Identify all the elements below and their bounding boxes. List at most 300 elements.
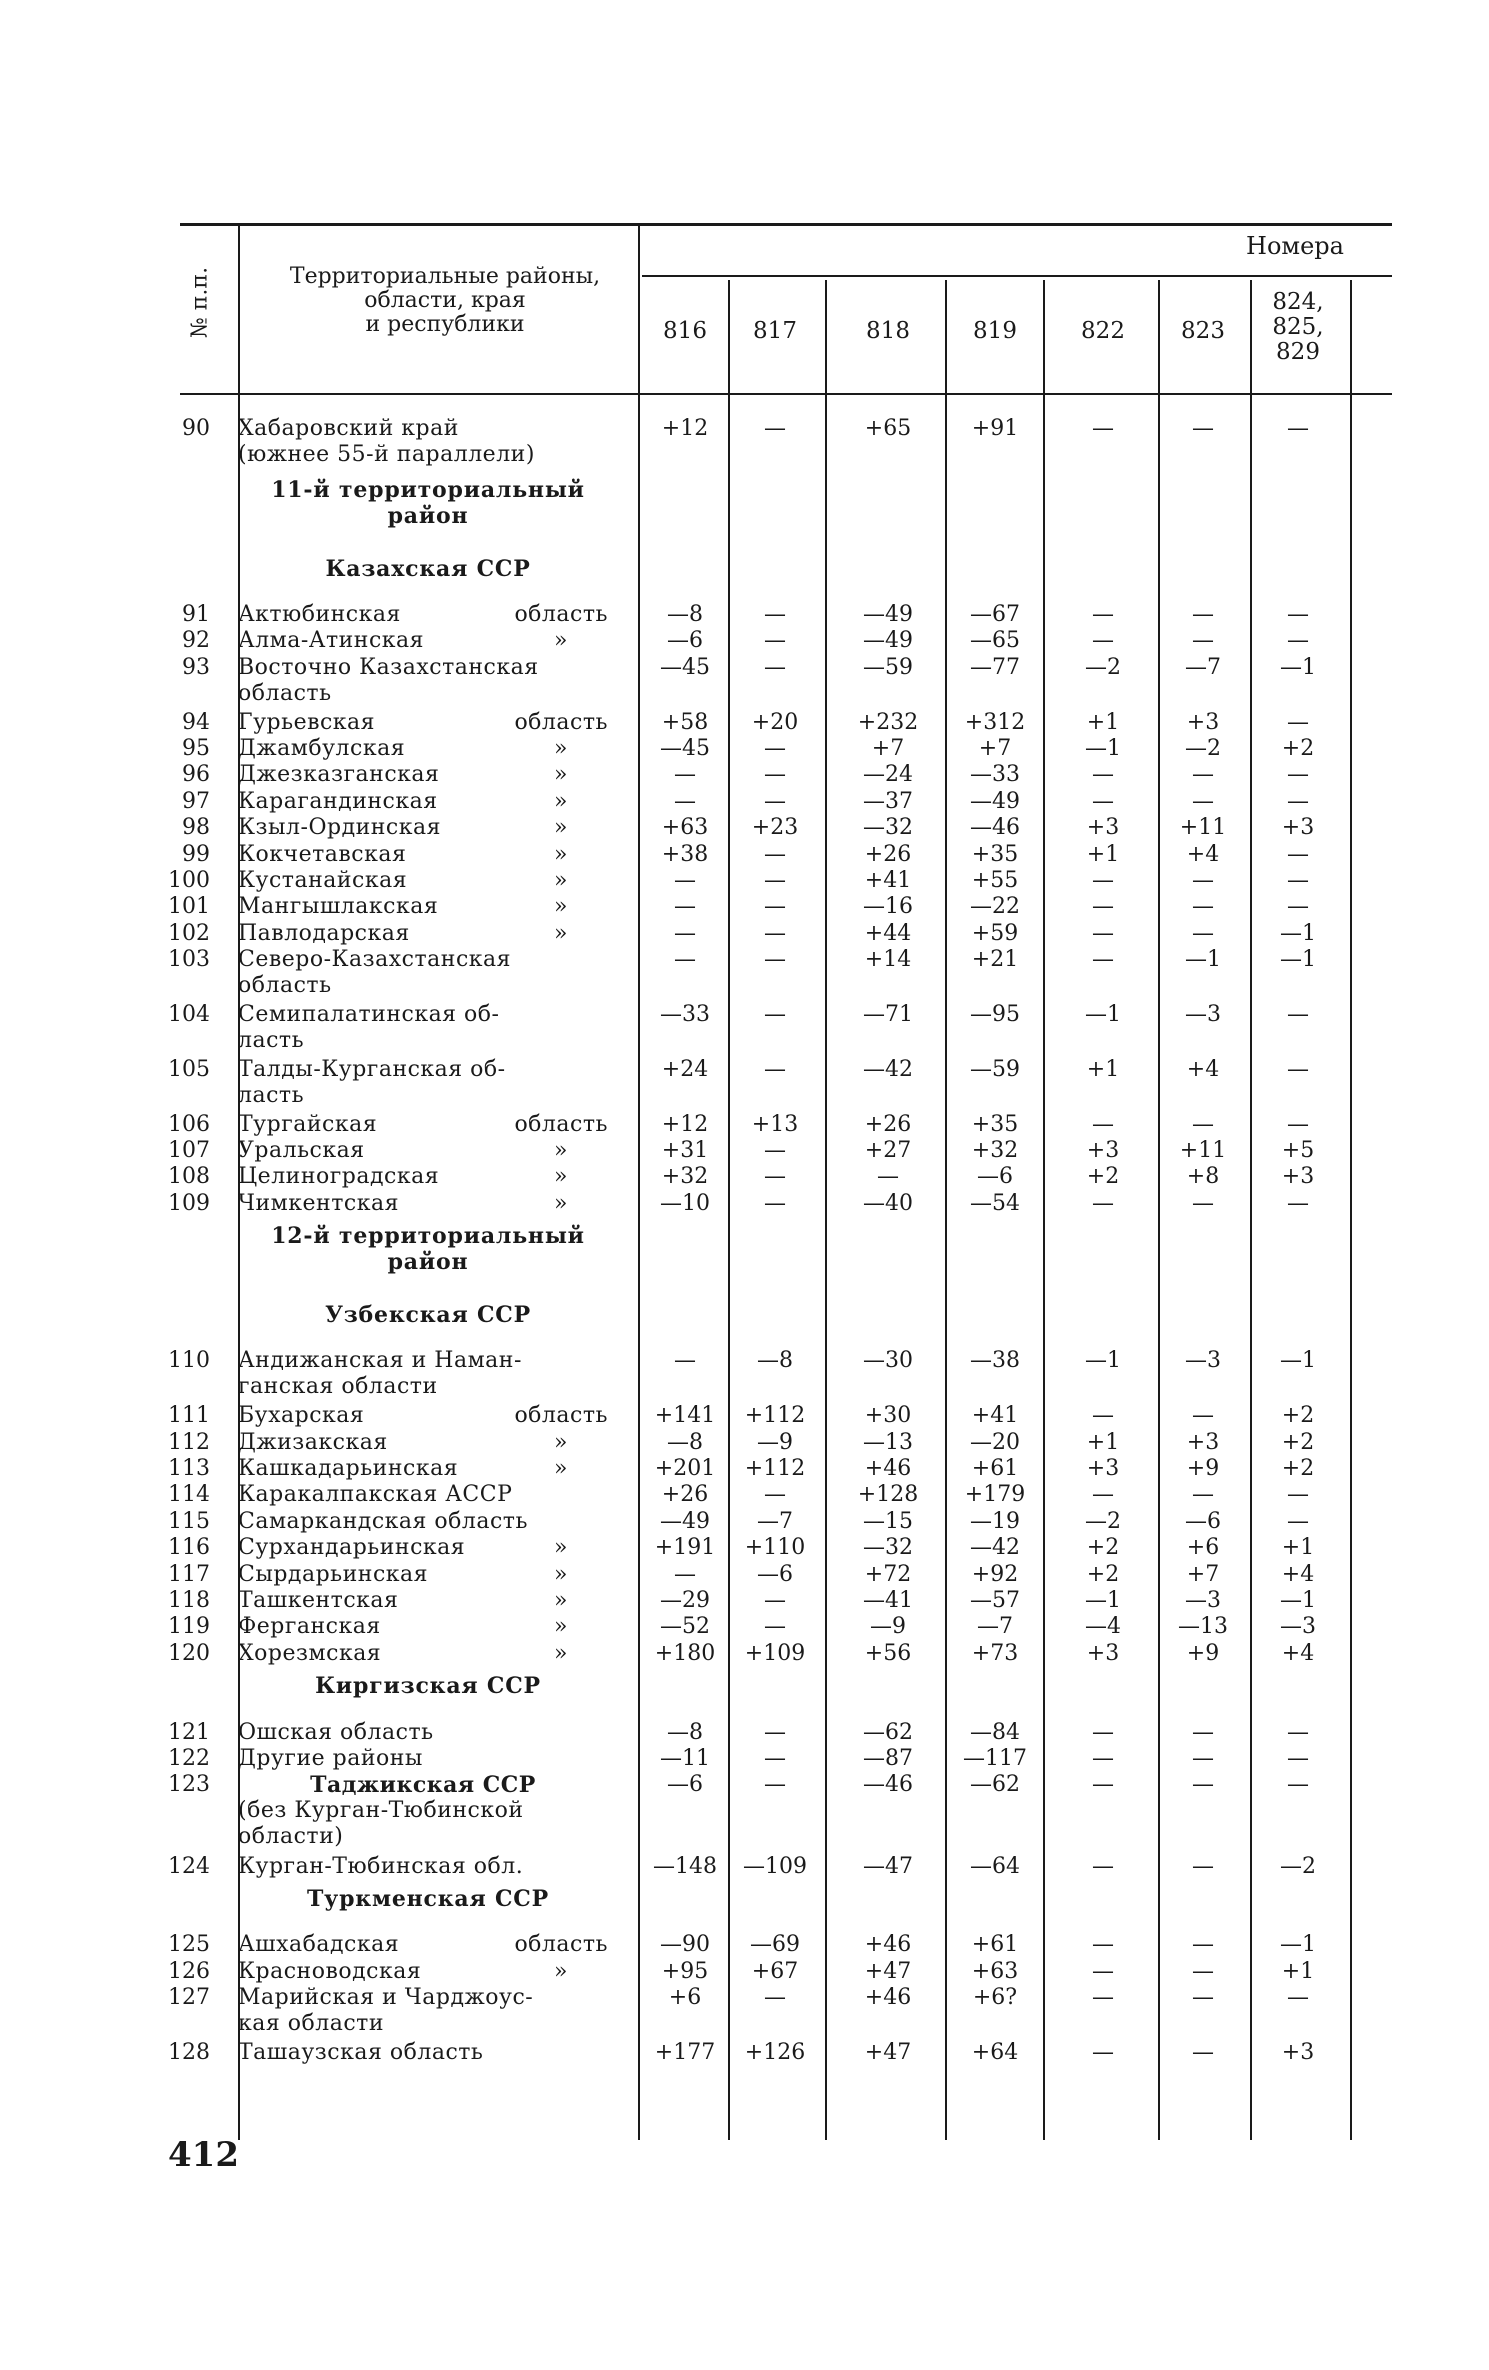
value-cell: —49 [863,602,913,627]
value-cell: — [1092,416,1114,441]
value-cell: +95 [661,1958,709,1984]
region-name [238,789,608,815]
value-cell: +1 [1086,1429,1120,1455]
region-name [238,1002,608,1054]
value-cell: +31 [661,1138,709,1163]
value-cell: —10 [660,1190,710,1216]
value-cell: +72 [864,1561,912,1587]
value-cell: +73 [971,1640,1019,1666]
value-cell: — [1192,1482,1214,1508]
column-header: 822 [1081,318,1125,344]
region-name-line: Целиноградская [238,1164,440,1190]
region-name [238,815,608,841]
vertical-rule [945,280,947,2140]
region-name [238,416,608,468]
region-name-line: Семипалатинская об- [238,1002,500,1027]
row-number: 97 [182,788,210,814]
value-cell: +4 [1281,1640,1315,1666]
header-bottom-rule [180,393,1392,395]
vertical-rule [1043,280,1045,2140]
region-name-line: Сурхандарьинская [238,1535,466,1561]
region-name-suffix: » [554,1190,568,1216]
value-cell: — [764,920,786,946]
region-name [238,868,608,894]
value-cell: — [1092,894,1114,920]
region-name [238,894,608,920]
region-name-suffix: » [554,762,568,788]
region-name-line: Гурьевская [238,709,376,735]
row-number: 115 [168,1508,210,1534]
value-cell: — [764,868,786,893]
value-cell: — [1192,1932,1214,1958]
value-cell: —8 [667,1429,703,1455]
value-cell: +64 [971,2040,1019,2065]
region-name-line: Карагандинская [238,788,438,814]
value-cell: —57 [970,1588,1020,1613]
value-cell: —84 [970,1719,1020,1745]
row-number: 92 [182,628,210,654]
value-cell: — [764,736,786,761]
section-heading-line: район [387,502,469,529]
value-cell: +126 [744,2040,806,2065]
value-cell: +41 [971,1403,1019,1429]
region-name [238,1535,608,1561]
region-name-line: Кзыл-Ординская [238,815,442,841]
value-cell: +46 [864,1932,912,1958]
region-name [238,1456,608,1482]
row-number: 95 [182,736,210,761]
value-cell: —54 [970,1190,1020,1216]
value-cell: +109 [744,1640,806,1666]
value-cell: —24 [863,762,913,788]
value-cell: +2 [1086,1535,1120,1561]
numbers-group-header: Номера [1246,232,1344,260]
value-cell: +2 [1281,1403,1315,1429]
value-cell: —77 [970,654,1020,680]
value-cell: —71 [863,1002,913,1027]
value-cell: —6 [667,628,703,654]
value-cell: — [764,1190,786,1216]
value-cell: +12 [661,416,709,441]
value-cell: —45 [660,654,710,680]
value-cell: — [1192,416,1214,441]
value-cell: +3 [1281,815,1315,841]
region-name-line: Хорезмская [238,1640,382,1666]
value-cell: +5 [1281,1138,1315,1163]
value-cell: —7 [757,1508,793,1534]
section-heading [238,1302,618,1328]
value-cell: — [1092,1719,1114,1745]
value-cell: —148 [653,1853,717,1879]
value-cell: +65 [864,416,912,441]
value-cell: —1 [1085,1348,1121,1374]
value-cell: —15 [863,1508,913,1534]
region-name [238,1614,608,1640]
region-name-suffix: » [554,1640,568,1666]
value-cell: +1 [1281,1535,1315,1561]
region-name-suffix: » [554,1164,568,1190]
value-cell: — [1287,628,1309,654]
column-header: 824, 825, 829 [1272,289,1324,365]
value-cell: —1 [1280,1932,1316,1958]
value-cell: — [674,1561,696,1587]
region-name-line: Актюбинская [238,602,401,627]
value-cell: —3 [1185,1348,1221,1374]
value-cell: —64 [970,1853,1020,1879]
value-cell: —1 [1280,1348,1316,1374]
value-cell: — [764,654,786,680]
value-cell: —49 [660,1508,710,1534]
value-cell: +38 [661,841,709,867]
value-cell: +27 [864,1138,912,1163]
value-cell: +3 [1086,1456,1120,1481]
region-name-suffix: » [554,788,568,814]
value-cell: — [1192,894,1214,920]
region-name [238,1164,608,1190]
region-name-line: Ферганская [238,1614,381,1640]
value-cell: — [1287,1482,1309,1508]
value-cell: —2 [1185,736,1221,761]
value-cell: +112 [744,1403,806,1429]
value-cell: —7 [1185,654,1221,680]
row-number: 99 [182,841,210,867]
value-cell: —29 [660,1588,710,1613]
value-cell: — [1092,1746,1114,1771]
region-name [238,1057,608,1109]
row-number: 93 [182,654,210,680]
value-cell: +3 [1086,1640,1120,1666]
region-name-line: (без Курган-Тюбинской [238,1798,524,1824]
value-cell: — [1092,1403,1114,1429]
region-name-line: Джезказганская [238,762,440,788]
row-number: 108 [168,1164,210,1190]
value-cell: +201 [654,1456,716,1481]
value-cell: — [764,947,786,973]
value-cell: —13 [1178,1614,1228,1640]
value-cell: +179 [964,1482,1026,1508]
region-name-line: Таджикская ССР [310,1772,536,1799]
section-heading [238,1673,618,1699]
value-cell: +180 [654,1640,716,1666]
value-cell: — [674,894,696,920]
region-name-suffix: » [554,1535,568,1561]
value-cell: —41 [863,1588,913,1613]
region-name-line: Ашхабадская [238,1932,400,1958]
value-cell: — [1287,1056,1309,1082]
region-name [238,1112,608,1138]
row-number: 128 [168,2040,210,2065]
value-cell: +26 [864,841,912,867]
region-name-line: Джизакская [238,1429,388,1455]
row-number: 100 [168,868,210,893]
row-number: 107 [168,1138,210,1163]
region-name [238,1932,608,1958]
region-name-line: Кустанайская [238,868,408,893]
region-name [238,1509,608,1535]
region-name [238,736,608,762]
value-cell: — [1287,1746,1309,1771]
value-cell: — [1192,1772,1214,1798]
value-cell: —62 [970,1772,1020,1798]
value-cell: +8 [1186,1164,1220,1190]
value-cell: —90 [660,1932,710,1958]
value-cell: — [1092,1985,1114,2011]
value-cell: — [764,1164,786,1190]
value-cell: —87 [863,1746,913,1771]
top-rule [180,223,1392,226]
value-cell: +6 [668,1985,702,2011]
value-cell: —42 [970,1535,1020,1561]
value-cell: —49 [863,628,913,654]
row-number: 110 [168,1348,210,1374]
value-cell: — [1192,1958,1214,1984]
column-header: 819 [973,318,1017,344]
value-cell: — [764,1614,786,1640]
value-cell: —8 [667,602,703,627]
region-name-suffix: » [554,815,568,841]
value-cell: —38 [970,1348,1020,1374]
region-name-line: Ташкентская [238,1588,399,1613]
row-number: 111 [168,1403,210,1429]
region-name-line: Кокчетавская [238,841,407,867]
value-cell: —1 [1280,920,1316,946]
section-heading-line: район [387,1249,469,1276]
row-number: 118 [168,1588,210,1613]
section-heading-line: Казахская ССР [325,555,531,582]
value-cell: — [764,1056,786,1082]
region-name [238,2040,608,2066]
value-cell: — [1092,1190,1114,1216]
value-cell: +41 [864,868,912,893]
section-heading [238,1886,618,1912]
value-cell: —45 [660,736,710,761]
value-cell: +63 [661,815,709,841]
value-cell: — [1092,1772,1114,1798]
value-cell: +26 [864,1111,912,1137]
section-heading [238,477,618,529]
region-name-suffix: » [554,628,568,654]
value-cell: +46 [864,1985,912,2011]
value-cell: +177 [654,2040,716,2065]
value-cell: —117 [963,1746,1027,1771]
row-number: 123 [168,1772,210,1798]
region-name-line: Другие районы [238,1746,423,1771]
value-cell: —67 [970,602,1020,627]
value-cell: +61 [971,1932,1019,1958]
region-name [238,1746,608,1772]
value-cell: — [1287,1719,1309,1745]
region-name-suffix: область [514,1403,608,1429]
region-name-line: Красноводская [238,1958,422,1984]
value-cell: —6 [977,1164,1013,1190]
value-cell: — [1092,1111,1114,1137]
value-cell: — [1287,709,1309,735]
value-cell: +6? [972,1985,1018,2011]
value-cell: +3 [1086,815,1120,841]
value-cell: — [1287,841,1309,867]
region-name-line: Ошская область [238,1719,434,1745]
value-cell: —47 [863,1853,913,1879]
region-name-suffix: область [514,1111,608,1137]
region-name [238,1588,608,1614]
row-number-header: № п.п. [187,266,213,339]
value-cell: +91 [971,416,1019,441]
section-heading-line: Узбекская ССР [325,1302,531,1328]
row-number: 121 [168,1719,210,1745]
value-cell: —16 [863,894,913,920]
region-name-line: Каракалпакская АССР [238,1482,513,1508]
section-heading-line: Киргизская ССР [315,1673,541,1700]
value-cell: — [1092,628,1114,654]
value-cell: — [674,1348,696,1374]
value-cell: +12 [661,1111,709,1137]
value-cell: — [764,1138,786,1163]
value-cell: —46 [863,1772,913,1798]
region-name [238,1482,608,1508]
value-cell: +7 [871,736,905,761]
value-cell: — [764,628,786,654]
column-header: 823 [1181,318,1225,344]
row-number: 109 [168,1190,210,1216]
value-cell: +13 [751,1111,799,1137]
region-name [238,710,608,736]
value-cell: +46 [864,1456,912,1481]
region-name-line: (южнее 55-й параллели) [238,442,535,467]
value-cell: +11 [1179,815,1227,841]
value-cell: —49 [970,788,1020,814]
row-number: 119 [168,1614,210,1640]
row-number: 127 [168,1985,210,2011]
value-cell: —3 [1280,1614,1316,1640]
value-cell: —33 [970,762,1020,788]
value-cell: — [1287,1190,1309,1216]
region-name-suffix: область [514,1932,608,1958]
value-cell: +3 [1086,1138,1120,1163]
value-cell: — [1092,1932,1114,1958]
value-cell: — [1287,868,1309,893]
row-number: 126 [168,1958,210,1984]
row-number: 94 [182,709,210,735]
value-cell: — [1092,788,1114,814]
value-cell: — [764,1772,786,1798]
value-cell: — [1092,1853,1114,1879]
value-cell: +312 [964,709,1026,735]
value-cell: — [1092,2040,1114,2065]
region-name [238,655,608,707]
value-cell: +4 [1186,841,1220,867]
region-name-line: ласть [238,1082,305,1108]
row-number: 104 [168,1002,210,1027]
region-name [238,1772,608,1850]
region-name [238,1641,608,1667]
section-heading-line: 11-й территориальный [271,476,585,503]
value-cell: —8 [667,1719,703,1745]
value-cell: — [1192,868,1214,893]
value-cell: — [764,841,786,867]
value-cell: +1 [1281,1958,1315,1984]
value-cell: — [1192,1719,1214,1745]
value-cell: +35 [971,1111,1019,1137]
region-name-suffix: » [554,1614,568,1640]
value-cell: —59 [970,1056,1020,1082]
region-name-suffix: » [554,1429,568,1455]
value-cell: +3 [1281,2040,1315,2065]
value-cell: —6 [1185,1508,1221,1534]
region-name [238,1430,608,1456]
region-name-line: Восточно Казахстанская [238,654,539,680]
value-cell: +2 [1281,736,1315,761]
value-cell: +3 [1186,709,1220,735]
value-cell: —3 [1185,1588,1221,1613]
value-cell: — [1287,1002,1309,1027]
value-cell: —1 [1280,947,1316,973]
region-name-line: Северо-Казахстанская [238,947,512,973]
value-cell: — [764,762,786,788]
value-cell: +232 [857,709,919,735]
page-number: 412 [168,2135,239,2175]
region-name [238,1720,608,1746]
region-name-line: Марийская и Чарджоус- [238,1985,534,2011]
value-cell: —37 [863,788,913,814]
region-name-suffix: » [554,868,568,893]
value-cell: —62 [863,1719,913,1745]
row-number: 120 [168,1640,210,1666]
value-cell: — [877,1164,899,1190]
row-number: 117 [168,1561,210,1587]
value-cell: —4 [1085,1614,1121,1640]
row-number: 98 [182,815,210,841]
value-cell: —40 [863,1190,913,1216]
value-cell: +32 [971,1138,1019,1163]
region-name [238,628,608,654]
value-cell: — [1192,1853,1214,1879]
region-name-line: ласть [238,1028,305,1053]
value-cell: +128 [857,1482,919,1508]
region-name-line: Алма-Атинская [238,628,425,654]
value-cell: — [1287,894,1309,920]
value-cell: — [764,1002,786,1027]
region-name-suffix: » [554,841,568,867]
value-cell: +1 [1086,841,1120,867]
value-cell: — [764,894,786,920]
value-cell: —19 [970,1508,1020,1534]
value-cell: +7 [1186,1561,1220,1587]
value-cell: +9 [1186,1456,1220,1481]
vertical-rule [1350,280,1352,2140]
region-name-line: Ташаузская область [238,2040,484,2065]
region-name-line: Тургайская [238,1111,378,1137]
value-cell: —3 [1185,1002,1221,1027]
region-name [238,1985,608,2037]
value-cell: — [1287,762,1309,788]
value-cell: +56 [864,1640,912,1666]
value-cell: +35 [971,841,1019,867]
value-cell: +9 [1186,1640,1220,1666]
region-name [238,1191,608,1217]
value-cell: — [1192,602,1214,627]
value-cell: — [764,1985,786,2011]
value-cell: —33 [660,1002,710,1027]
value-cell: — [1092,762,1114,788]
value-cell: — [1192,920,1214,946]
row-number: 112 [168,1429,210,1455]
region-name-suffix: » [554,894,568,920]
row-number: 114 [168,1482,210,1508]
value-cell: —1 [1185,947,1221,973]
region-name-suffix: » [554,1588,568,1613]
value-cell: — [1287,1985,1309,2011]
value-cell: — [1192,1111,1214,1137]
